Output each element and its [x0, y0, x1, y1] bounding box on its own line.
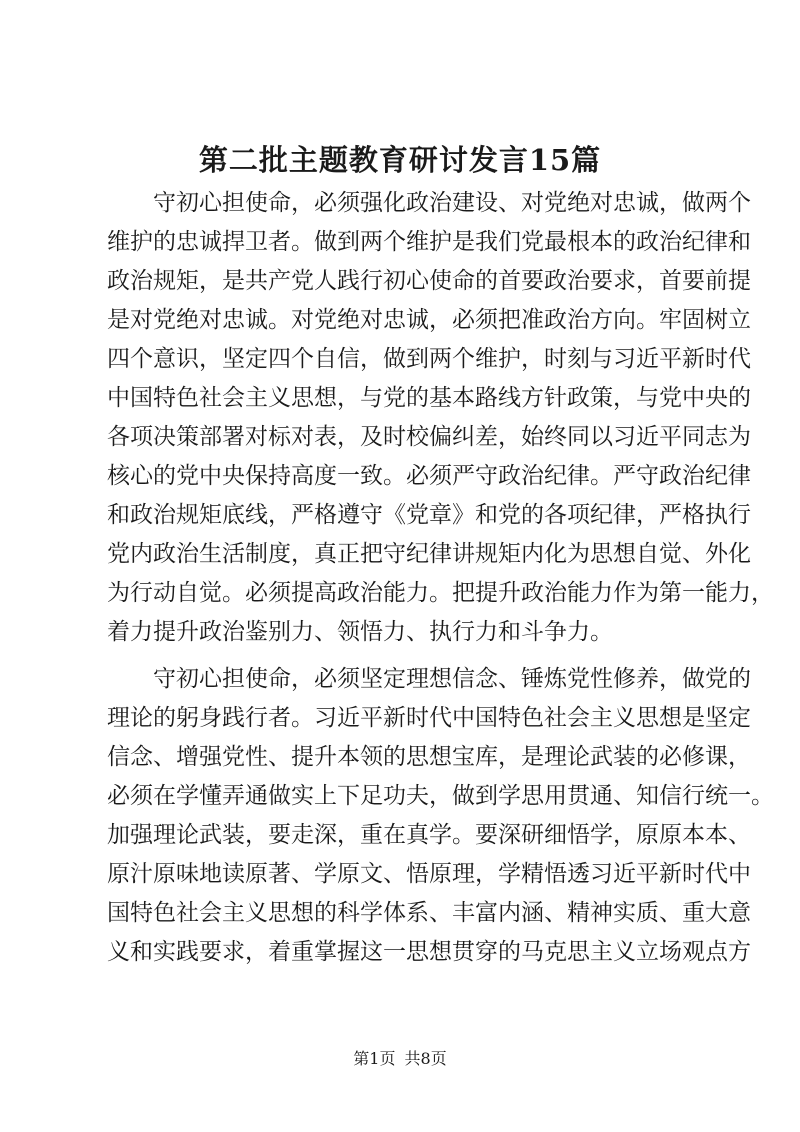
- text-line: 义和实践要求，着重掌握这一思想贯穿的马克思主义立场观点方: [107, 939, 751, 965]
- text-line: 各项决策部署对标对表，及时校偏纠差，始终同以习近平同志为: [107, 424, 751, 450]
- page-footer: 第1页 共8页: [353, 1049, 447, 1068]
- text-line: 为行动自觉。必须提高政治能力。把提升政治能力作为第一能力，: [107, 580, 774, 606]
- text-line: 政治规矩，是共产党人践行初心使命的首要政治要求，首要前提: [107, 268, 751, 294]
- text-line: 信念、增强党性、提升本领的思想宝库，是理论武装的必修课，: [107, 744, 751, 770]
- text-line: 是对党绝对忠诚。对党绝对忠诚，必须把准政治方向。牢固树立: [107, 307, 751, 333]
- text-line: 守初心担使命，必须坚定理想信念、锤炼党性修养，做党的: [153, 666, 751, 692]
- document-title: 第二批主题教育研讨发言15篇: [198, 143, 602, 177]
- text-line: 党内政治生活制度，真正把守纪律讲规矩内化为思想自觉、外化: [107, 541, 751, 567]
- text-line: 国特色社会主义思想的科学体系、丰富内涵、精神实质、重大意: [107, 900, 751, 926]
- text-line: 着力提升政治鉴别力、领悟力、执行力和斗争力。: [107, 619, 613, 645]
- text-line: 必须在学懂弄通做实上下足功夫，做到学思用贯通、知信行统一。: [107, 783, 774, 809]
- text-line: 四个意识，坚定四个自信，做到两个维护，时刻与习近平新时代: [107, 346, 751, 372]
- text-line: 和政治规矩底线，严格遵守《党章》和党的各项纪律，严格执行: [107, 502, 751, 528]
- text-line: 加强理论武装，要走深，重在真学。要深研细悟学，原原本本、: [107, 822, 751, 848]
- text-line: 中国特色社会主义思想，与党的基本路线方针政策，与党中央的: [107, 385, 751, 411]
- text-line: 核心的党中央保持高度一致。必须严守政治纪律。严守政治纪律: [107, 463, 751, 489]
- text-line: 维护的忠诚捍卫者。做到两个维护是我们党最根本的政治纪律和: [107, 229, 751, 255]
- text-line: 理论的躬身践行者。习近平新时代中国特色社会主义思想是坚定: [107, 705, 751, 731]
- text-line: 原汁原味地读原著、学原文、悟原理，学精悟透习近平新时代中: [107, 861, 751, 887]
- text-line: 守初心担使命，必须强化政治建设、对党绝对忠诚，做两个: [153, 190, 751, 216]
